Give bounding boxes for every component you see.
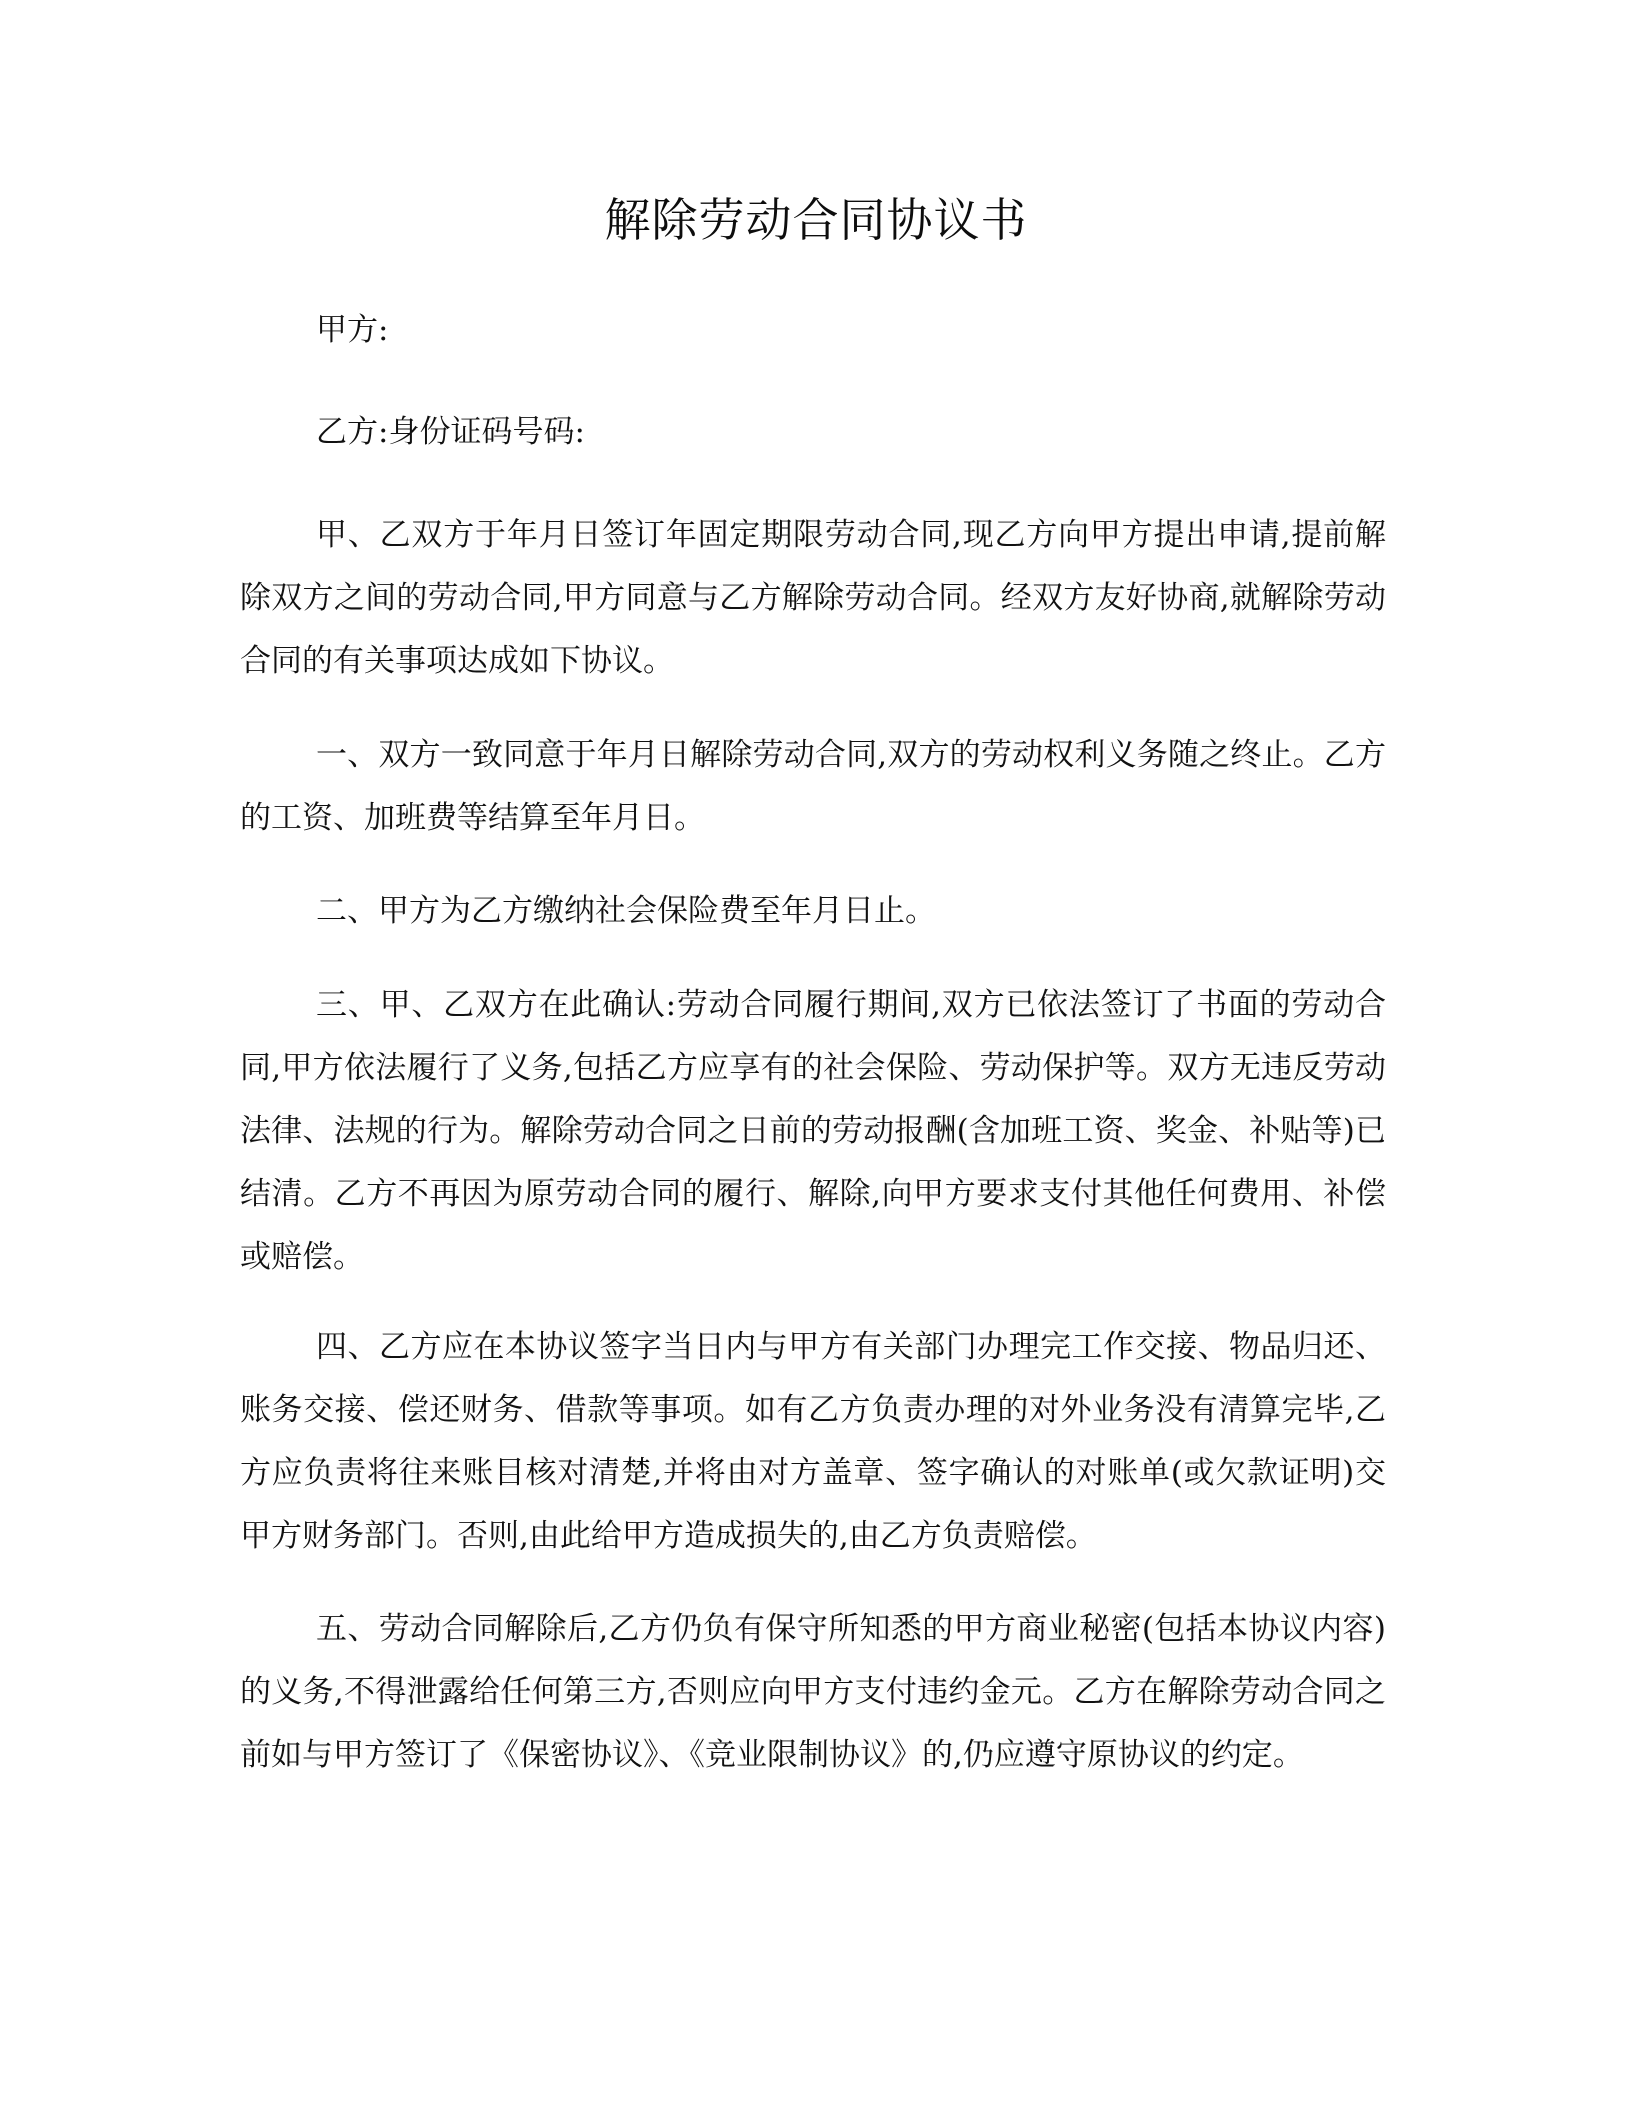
- party-b-label: 乙方:身份证码号码:: [316, 414, 585, 450]
- paragraph-clause-3: 三、甲、乙双方在此确认:劳动合同履行期间,双方已依法签订了书面的劳动合同,甲方依法履行了义务,包括乙方应享有的社会保险、劳动保护等。双方无违反劳动法律、法规的行为。解除劳动合同之日前的劳动报酬(含加班工资、奖金、补贴等)已结清。乙方不再因为原劳动合同的履行、解除,向甲方要求支付其他任何费用、补偿或赔偿。: [240, 987, 1386, 1275]
- paragraph-clause-5: 五、劳动合同解除后,乙方仍负有保守所知悉的甲方商业秘密(包括本协议内容)的义务,不得泄露给任何第三方,否则应向甲方支付违约金元。乙方在解除劳动合同之前如与甲方签订了《保密协议》、《竞业限制协议》的,仍应遵守原协议的约定。: [240, 1611, 1386, 1773]
- paragraph-clause-2: 二、甲方为乙方缴纳社会保险费至年月日止。: [316, 893, 936, 929]
- paragraph-clause-1: 一、双方一致同意于年月日解除劳动合同,双方的劳动权利义务随之终止。乙方的工资、加班费等结算至年月日。: [240, 737, 1386, 836]
- paragraph-intro: 甲、乙双方于年月日签订年固定期限劳动合同,现乙方向甲方提出申请,提前解除双方之间的劳动合同,甲方同意与乙方解除劳动合同。经双方友好协商,就解除劳动合同的有关事项达成如下协议。: [240, 517, 1386, 679]
- paragraph-clause-4: 四、乙方应在本协议签字当日内与甲方有关部门办理完工作交接、物品归还、账务交接、偿还财务、借款等事项。如有乙方负责办理的对外业务没有清算完毕,乙方应负责将往来账目核对清楚,并将由对方盖章、签字确认的对账单(或欠款证明)交甲方财务部门。否则,由此给甲方造成损失的,由乙方负责赔偿。: [240, 1329, 1386, 1554]
- document-title: 解除劳动合同协议书: [604, 193, 1028, 247]
- party-a-label: 甲方:: [316, 312, 389, 348]
